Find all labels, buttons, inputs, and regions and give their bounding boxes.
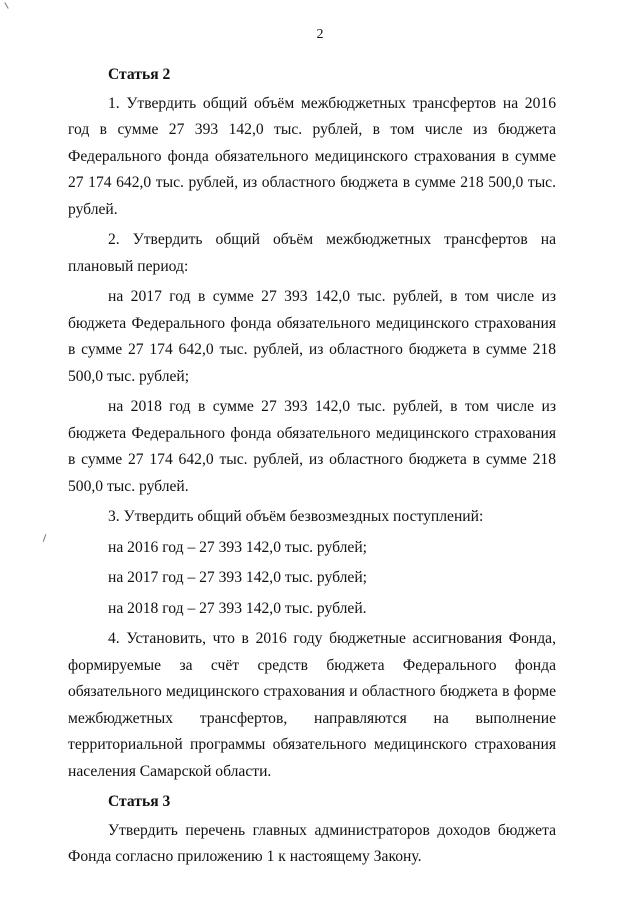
article-2-paragraph-3-2017: на 2017 год – 27 393 142,0 тыс. рублей; — [108, 569, 368, 586]
document-body — [68, 62, 556, 875]
article-2-paragraph-2: 2. Утвердить общий объём межбюджетных трансфертов на плановый период: — [68, 231, 556, 275]
article-2-paragraph-4: 4. Установить, что в 2016 году бюджетные ассигнования Фонда, формируемые за счёт средств бюджета Федерального фонда обязательного медицинского страхования и областного бюджета в форме межбюджетных трансфертов, направляются на выполнение территориальной программы обязательного медицинского страхования населения Самарской области. — [68, 630, 556, 780]
article-2-paragraph-1: 1. Утвердить общий объём межбюджетных трансфертов на 2016 год в сумме 27 393 142,0 тыс. рублей, в том числе из бюджета Федерального фонда обязательного медицинского страхования в сумме 27 174 642,0 тыс. рублей, из областного бюджета в сумме 218 500,0 тыс. рублей. — [68, 94, 556, 218]
article-3-paragraph-1: Утвердить перечень главных администраторов доходов бюджета Фонда согласно приложению 1 к настоящему Закону. — [68, 821, 556, 865]
article-2-paragraph-2-2017: на 2017 год в сумме 27 393 142,0 тыс. рублей, в том числе из бюджета Федерального фонда обязательного медицинского страхования в сумме 27 174 642,0 тыс. рублей, из областного бюджета в сумме 218 500,0 тыс. рублей; — [68, 288, 556, 385]
article-2-heading: Статья 2 — [108, 66, 171, 83]
article-3-heading: Статья 3 — [108, 793, 171, 810]
scan-mark — [43, 534, 47, 542]
article-2-paragraph-3-2016: на 2016 год – 27 393 142,0 тыс. рублей; — [108, 538, 368, 556]
article-2-paragraph-2-2018: на 2018 год в сумме 27 393 142,0 тыс. рублей, в том числе из бюджета Федерального фонда обязательного медицинского страхования в сумме 27 174 642,0 тыс. рублей, из областного бюджета в сумме 218 500,0 тыс. рублей. — [68, 398, 556, 495]
scan-mark — [4, 2, 8, 9]
article-2-paragraph-3-2018: на 2018 год – 27 393 142,0 тыс. рублей. — [108, 599, 367, 617]
article-2-paragraph-3: 3. Утвердить общий объём безвозмездных поступлений: — [108, 508, 484, 525]
page-number: 2 — [316, 27, 324, 42]
